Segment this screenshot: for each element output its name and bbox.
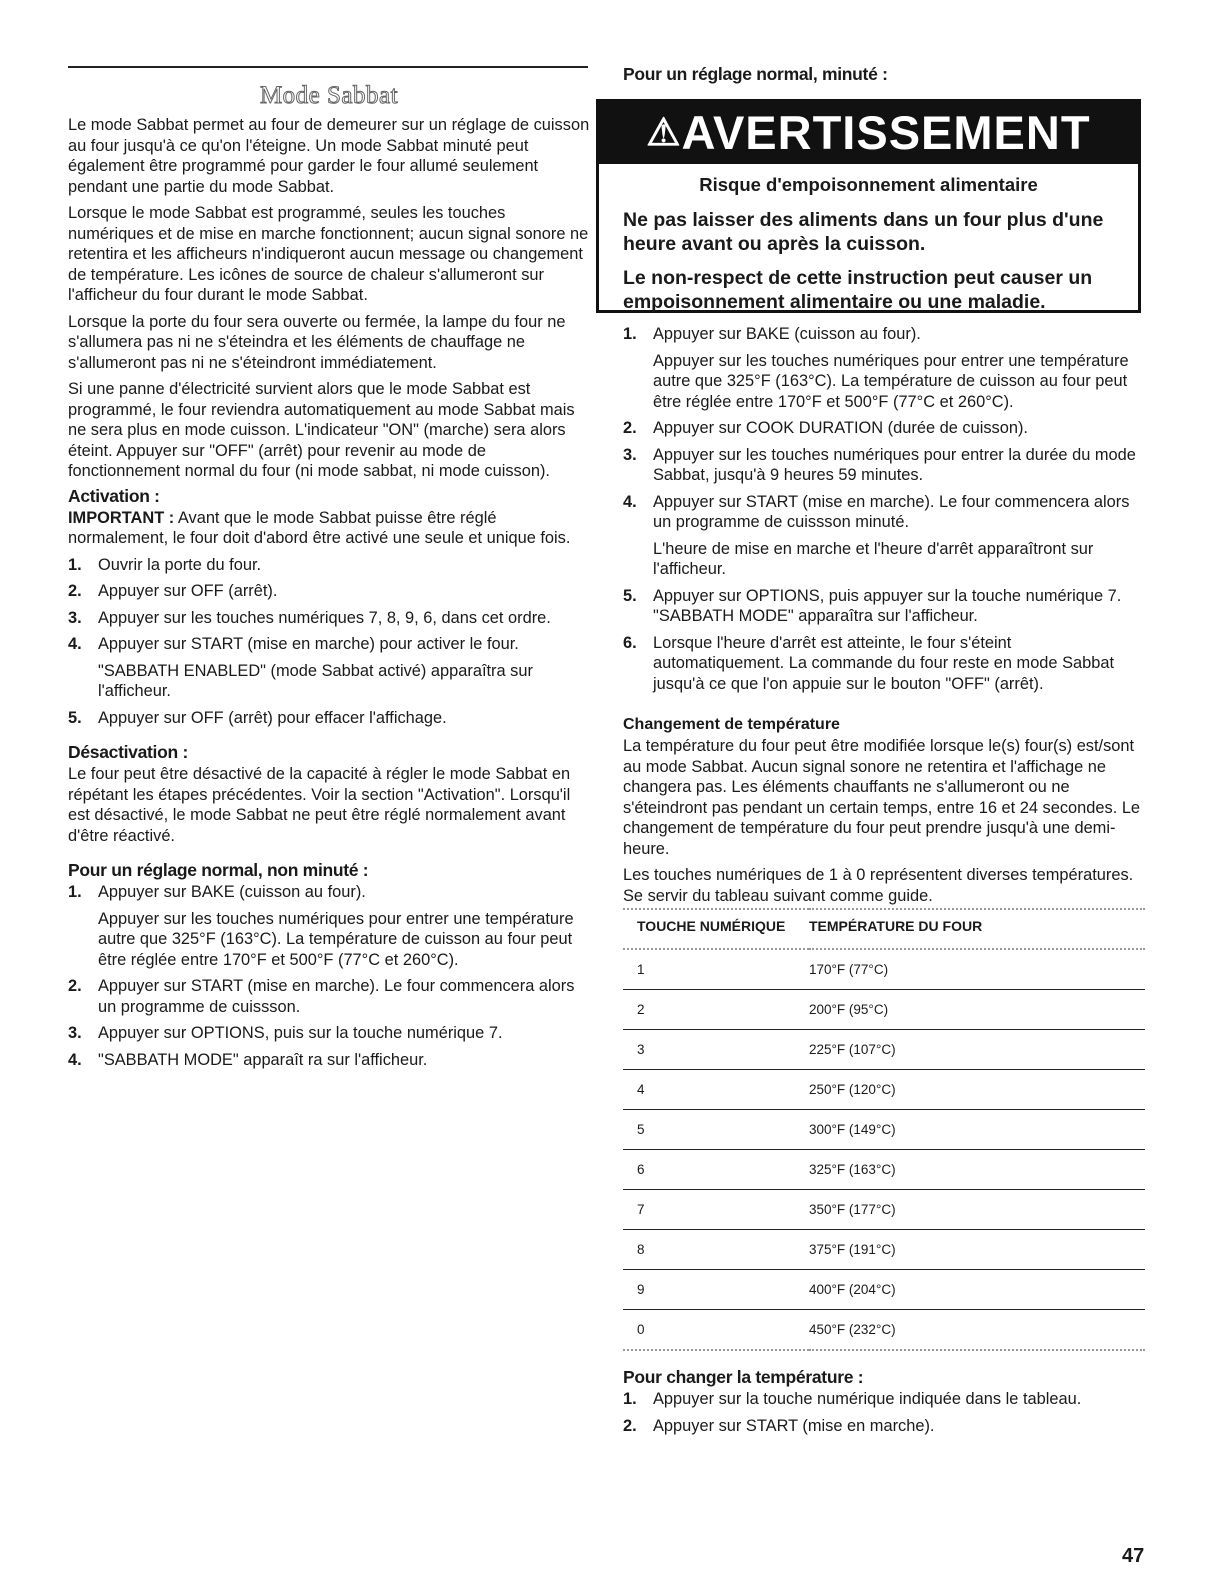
list-item: 3. Appuyer sur les touches numériques pour entrer la durée du mode Sabbat, jusqu'à 9 heures 59 minutes. <box>623 445 1136 484</box>
change-text-2: Les touches numériques de 1 à 0 représentent diverses températures. Se servir du tableau suivant comme guide. <box>623 866 1134 905</box>
list-item: 1. Appuyer sur la touche numérique indiquée dans le tableau. <box>623 1390 1082 1408</box>
table-row <box>623 990 1145 1030</box>
table-row <box>623 1310 1145 1351</box>
table-cell-temp: 350°F (177°C) <box>809 1190 1145 1230</box>
change-temp-heading: Pour changer la température : <box>623 1367 864 1387</box>
temperature-table <box>623 908 1145 1351</box>
table-row <box>623 1190 1145 1230</box>
warning-box <box>596 99 1141 313</box>
change-heading: Changement de température <box>623 716 840 733</box>
table-row <box>623 1150 1145 1190</box>
list-item: 1. Appuyer sur BAKE (cuisson au four). Appuyer sur les touches numériques pour entrer une température autre que 325°F (163°C). La température de cuisson au four peut être réglée entre 170°F et 500°F (77°C et 260°C). <box>623 325 1129 411</box>
timed-steps <box>623 324 1145 694</box>
table-cell-temp: 450°F (232°C) <box>809 1310 1145 1351</box>
table-cell-temp: 250°F (120°C) <box>809 1070 1145 1110</box>
warning-risk: Risque d'empoisonnement alimentaire <box>699 174 1038 195</box>
activation-heading: Activation : <box>68 485 160 506</box>
list-item: 4. Appuyer sur START (mise en marche) pour activer le four. "SABBATH ENABLED" (mode Sabbat activé) apparaîtra sur l'afficheur. <box>68 635 533 700</box>
important-text: Avant que le mode Sabbat puisse être réglé normalement, le four doit d'abord être activé une seule et unique fois. <box>68 508 571 547</box>
section-title: Mode Sabbat <box>259 82 399 109</box>
change-text-1: La température du four peut être modifiée lorsque le(s) four(s) est/sont au mode Sabbat. Aucun signal sonore ne retentira et l'affichage ne changera pas. Les éléments chauffants ne s'allumeront ou ne s'éteindront pas pendant un certain temps, entre 16 et 24 secondes. Le changement de température du four peut prendre jusqu'à une demi-heure. <box>623 737 1141 858</box>
table-cell-key: 1 <box>623 949 809 990</box>
top-rule <box>68 66 588 68</box>
left-column <box>68 115 590 1076</box>
table-row <box>623 1230 1145 1270</box>
activation-steps <box>68 555 590 729</box>
table-cell-temp: 400°F (204°C) <box>809 1270 1145 1310</box>
deactivation-heading: Désactivation : <box>68 742 188 762</box>
intro-paragraph-4: Si une panne d'électricité survient alors que le mode Sabbat est programmé, le four reviendra automatiquement au mode Sabbat mais ne sera plus en mode cuisson. L'indicateur "ON" (marche) sera alors éteint. Appuyer sur "OFF" (arrêt) pour revenir au mode de fonctionnement normal du four (ni mode sabbat, ni mode cuisson). <box>68 380 575 480</box>
timed-heading-wrap <box>623 64 1145 86</box>
table-header-row <box>623 909 1145 949</box>
intro-paragraph-1: Le mode Sabbat permet au four de demeurer sur un réglage de cuisson au four jusqu'à ce qu'on l'éteigne. Un mode Sabbat minuté peut également être programmé pour garder le four allumé seulement pendant une partie du mode Sabbat. <box>68 116 590 196</box>
intro-paragraph-2: Lorsque le mode Sabbat est programmé, seules les touches numériques et de mise en marche fonctionnent; aucun signal sonore ne retentira et les afficheurs n'indiqueront aucun message ou changement de température. Les icônes de source de chaleur s'allumeront sur l'afficheur du four durant le mode Sabbat. <box>68 204 589 304</box>
table-cell-temp: 375°F (191°C) <box>809 1230 1145 1270</box>
change-temp-steps <box>623 1389 1145 1436</box>
page-number: 47 <box>1122 1545 1145 1567</box>
list-item: 2. Appuyer sur COOK DURATION (durée de cuisson). <box>623 419 1028 437</box>
table-cell-key: 4 <box>623 1070 809 1110</box>
table-row <box>623 1030 1145 1070</box>
table-cell-key: 9 <box>623 1270 809 1310</box>
table-cell-temp: 170°F (77°C) <box>809 949 1145 990</box>
table-row <box>623 1270 1145 1310</box>
list-item: 3. Appuyer sur les touches numériques 7, 8, 9, 6, dans cet ordre. <box>68 608 551 627</box>
list-item: 4. Appuyer sur START (mise en marche). Le four commencera alors un programme de cuissson minuté. L'heure de mise en marche et l'heure d'arrêt apparaîtront sur l'afficheur. <box>623 492 1130 578</box>
col-header-key: TOUCHE NUMÉRIQUE <box>623 909 809 949</box>
warning-triangle-icon: ⚠ <box>646 112 682 154</box>
warning-line-1: Ne pas laisser des aliments dans un four plus d'une heure avant ou après la cuisson. <box>623 209 1104 255</box>
table-cell-key: 3 <box>623 1030 809 1070</box>
list-item: 1. Appuyer sur BAKE (cuisson au four). Appuyer sur les touches numériques pour entrer une température autre que 325°F (163°C). La température de cuisson au four peut être réglée entre 170°F et 500°F (77°C et 260°C). <box>68 883 574 969</box>
timed-heading: Pour un réglage normal, minuté : <box>623 64 888 84</box>
table-cell-temp: 325°F (163°C) <box>809 1150 1145 1190</box>
list-item: 5. Appuyer sur OFF (arrêt) pour effacer l'affichage. <box>68 708 447 727</box>
list-item: 3. Appuyer sur OPTIONS, puis sur la touche numérique 7. <box>68 1024 503 1042</box>
table-cell-key: 2 <box>623 990 809 1030</box>
list-item: 2. Appuyer sur OFF (arrêt). <box>68 582 278 600</box>
list-item: 2. Appuyer sur START (mise en marche). Le four commencera alors un programme de cuissson. <box>68 977 575 1016</box>
right-column <box>623 324 1145 1442</box>
list-item: 6. Lorsque l'heure d'arrêt est atteinte, le four s'éteint automatiquement. La commande du four reste en mode Sabbat jusqu'à ce que l'on appuie sur le bouton "OFF" (arrêt). <box>623 633 1115 693</box>
warning-header <box>599 102 1138 164</box>
warning-line-2: Le non-respect de cette instruction peut causer un empoisonnement alimentaire ou une maladie. <box>623 267 1093 313</box>
table-cell-key: 8 <box>623 1230 809 1270</box>
table-cell-temp: 225°F (107°C) <box>809 1030 1145 1070</box>
nontimed-steps <box>68 882 590 1070</box>
list-item: 2. Appuyer sur START (mise en marche). <box>623 1416 935 1435</box>
table-cell-temp: 300°F (149°C) <box>809 1110 1145 1150</box>
deactivation-text: Le four peut être désactivé de la capacité à régler le mode Sabbat en répétant les étapes précédentes. Voir la section "Activation". Lorsqu'il est désactivé, le mode Sabbat ne peut être réglé normalement avant d'être réactivé. <box>68 765 571 845</box>
col-header-temp: TEMPÉRATURE DU FOUR <box>809 909 1145 949</box>
table-row <box>623 1070 1145 1110</box>
table-cell-key: 7 <box>623 1190 809 1230</box>
table-cell-key: 6 <box>623 1150 809 1190</box>
table-body <box>623 949 1145 1350</box>
table-row <box>623 949 1145 990</box>
nontimed-heading: Pour un réglage normal, non minuté : <box>68 860 369 880</box>
important-note <box>68 508 590 549</box>
table-row <box>623 1110 1145 1150</box>
table-cell-key: 0 <box>623 1310 809 1351</box>
list-item: 5. Appuyer sur OPTIONS, puis appuyer sur la touche numérique 7. "SABBATH MODE" apparaîtra sur l'afficheur. <box>623 586 1122 625</box>
list-item: 1. Ouvrir la porte du four. <box>68 555 262 574</box>
important-label: IMPORTANT : <box>68 508 175 527</box>
list-item: 4. "SABBATH MODE" apparaît ra sur l'afficheur. <box>68 1050 428 1069</box>
table-cell-temp: 200°F (95°C) <box>809 990 1145 1030</box>
table-cell-key: 5 <box>623 1110 809 1150</box>
intro-paragraph-3: Lorsque la porte du four sera ouverte ou fermée, la lampe du four ne s'allumera pas ni ne s'éteindra et les éléments de chauffage ne s'allumeront pas ni ne s'éteindront immédiatement. <box>68 312 566 372</box>
warning-title: AVERTISSEMENT <box>681 106 1091 159</box>
